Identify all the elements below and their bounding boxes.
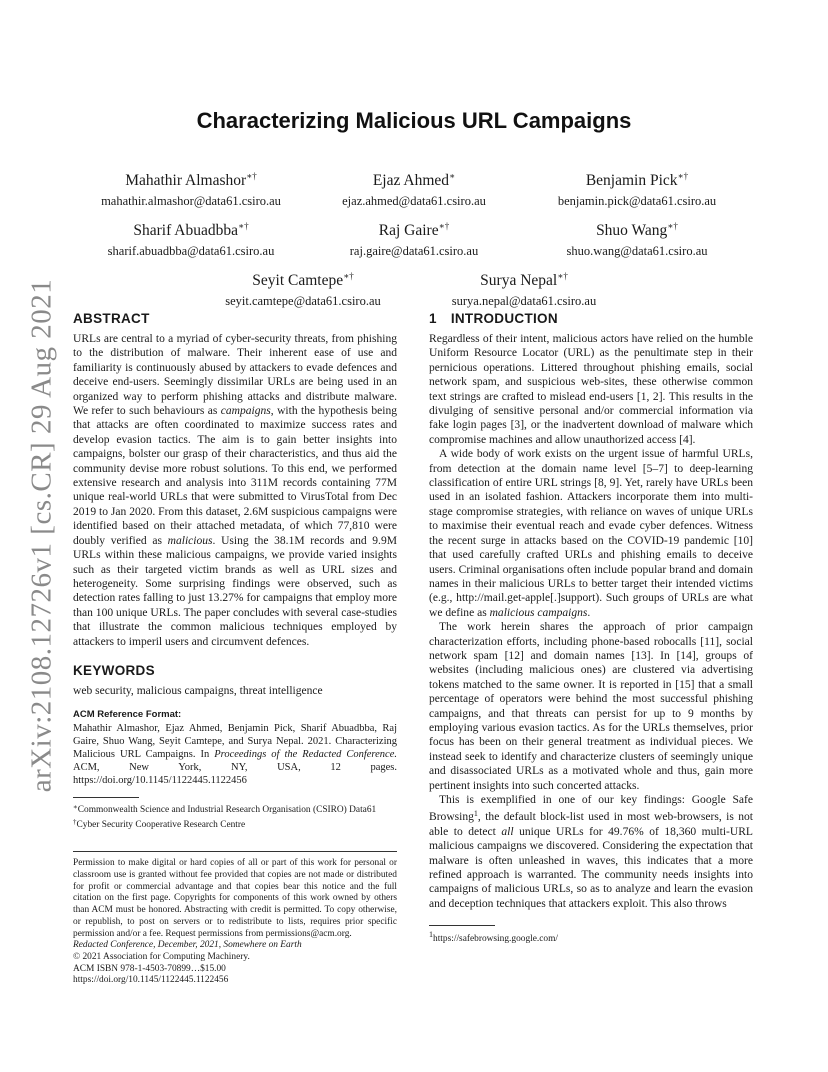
author-email: raj.gaire@data61.csiro.au	[349, 244, 479, 258]
abstract-text: URLs are central to a myriad of cyber-security threats, from phishing to the distribution of malware. Their inherent ease of use and familiarity is continuously abused by attackers to evade defences and deceive end-users. Seemingly dissimilar URLs are being used in an organized way to perform phishing attacks and distribute malware. We refer to such behaviours as campaigns, with the hypothesis being that attacks are often coordinated to maximize success rates and develop evasion tactics. The aim is to gain better insights into campaigns, bolster our grasp of their characteristics, and thus aid the community devise more robust solutions. To this end, we performed extensive research and analysis into 311M records containing 77M unique real-world URLs that were submitted to VirusTotal from Dec 2019 to Jan 2020. From this dataset, 2.6M suspicious campaigns were identified based on their attached metadata, of which 77,810 were doubly verified as malicious. Using the 38.1M records and 9.9M URLs within these malicious campaigns, we provide varied insights such as their targeted victim brands as well as URL sizes and heterogeneity. Some surprising findings were observed, such as detection rates falling to just 13.27% for campaigns that employ more than 100 unique URLs. The paper concludes with several case-studies that illustrate the common malicious techniques employed by attackers to imperil users and circumvent defences.	[73, 333, 397, 648]
footnote-divider	[429, 925, 495, 926]
author-block	[414, 266, 634, 309]
safebrowsing-footnote: $^1$https://safebrowsing.google.com/	[429, 930, 558, 945]
author-block	[81, 166, 301, 209]
author-block	[193, 266, 413, 309]
intro-paragraph: A wide body of work exists on the urgent issue of harmful URLs, from detection at the domain name level [5–7] to deep-learning classification of entire URL strings [8, 9]. Yet, rarely have URLs been used in an isolated fashion. Attackers incorporate them into multi-stage compromise strategies, with reliance on waves of unique URLs to maximise their eventual reach and evade cyber defences. Witness the recent surge in attacks based on the COVID-19 pandemic [10] that used carefully crafted URLs and phishing emails to deceive users. Criminal organisations often include popular brand and domain names in their malicious URLs to better target their intended victims (e.g., http://mail.get-apple[.]support). Such groups of URLs are what we define as malicious campaigns.	[429, 448, 753, 619]
author-block	[527, 216, 747, 259]
doi-line: https://doi.org/10.1145/1122445.1122456	[73, 975, 229, 986]
author-email: ejaz.ahmed@data61.csiro.au	[342, 194, 486, 208]
footnote-divider	[73, 797, 139, 798]
paper-title: Characterizing Malicious URL Campaigns	[196, 108, 632, 133]
author-name: Shuo Wang	[596, 222, 668, 239]
left-column	[73, 311, 397, 987]
author-marks: ∗†	[438, 221, 450, 231]
author-name: Raj Gaire	[378, 222, 439, 239]
author-block	[81, 216, 301, 259]
author-block	[527, 166, 747, 209]
author-marks: ∗	[449, 171, 456, 181]
permission-block	[73, 851, 397, 987]
author-marks: ∗†	[237, 221, 249, 231]
intro-paragraph: Regardless of their intent, malicious actors have relied on the humble Uniform Resource Locator (URL) as the penultimate step in their pernicious operations. Littered throughout phishing emails, social network spam, and suspicious web-sites, these otherwise common text strings are crafted to mislead end-users [1, 2]. This results in the divulging of sensitive personal and/or commercial information via fake login pages [3], or the inadvertent download of malware which compromise machines and allow unauthorized access [4].	[429, 333, 753, 446]
permission-text: Permission to make digital or hard copies of all or part of this work for personal or classroom use is granted without fee provided that copies are not made or distributed for profit or commercial advantage and that copies bear this notice and the full citation on the first page. Copyrights for components of this work owned by others than ACM must be honored. Abstracting with credit is permitted. To copy otherwise, or republish, to post on servers or to redistribute to lists, requires prior specific permission and/or a fee. Request permissions from permissions@acm.org.	[73, 858, 397, 939]
affiliation-footnote: †Cyber Security Cooperative Research Centre	[73, 817, 246, 830]
author-name: Ejaz Ahmed	[372, 172, 450, 189]
arxiv-stamp	[18, 278, 66, 792]
author-name: Sharif Abuadbba	[133, 222, 238, 239]
author-name: Seyit Camtepe	[252, 272, 344, 289]
author-email: mahathir.almashor@data61.csiro.au	[101, 194, 281, 208]
keywords-heading: KEYWORDS	[73, 662, 155, 678]
author-name: Mahathir Almashor	[125, 172, 247, 189]
intro-paragraph: This is exemplified in one of our key findings: Google Safe Browsing$^1$, the default block-list used in most web-browsers, is not able to detect all unique URLs for 49.76% of 18,360 multi-URL malicious campaigns we discovered. Considering the expectation that malware is often unleashed in waves, this indicates that a more refined approach is warranted. The community needs insights into campaigns of malicious URLs, so as to analyze and learn the evasion and deception techniques that attackers exploit. This also throws	[429, 794, 753, 910]
introduction-heading: 1 INTRODUCTION	[429, 311, 558, 326]
author-email: surya.nepal@data61.csiro.au	[451, 294, 597, 308]
author-email: benjamin.pick@data61.csiro.au	[557, 194, 717, 208]
abstract-heading: ABSTRACT	[73, 311, 150, 326]
author-marks: ∗†	[246, 171, 257, 181]
intro-paragraph: The work herein shares the approach of prior campaign characterization efforts, including phone-based robocalls [11], social network spam [12] and domain names [13]. In [14], groups of websites (including malicious ones) are clustered via advertising tokens matched to the same owner. It is reported in [15] that a small percentage of operators were behind the most successful phishing campaigns, and that threats can persist for up to 9 months by employing various evasion tactics. As for the URLs themselves, prior focus has been on their general treatment as individual pieces. We instead seek to identify and characterize clusters of seemingly unique and disassociated URLs as a motivated whole and thus, gain more pertinent insights into such concerted attacks.	[429, 621, 753, 792]
right-column	[429, 311, 753, 946]
acm-reference-text: Mahathir Almashor, Ejaz Ahmed, Benjamin Pick, Sharif Abuadbba, Raj Gaire, Shuo Wang, Seyit Camtepe, and Surya Nepal. 2021. Characterizing Malicious URL Campaigns. In Proceedings of the Redacted Conference. ACM, New York, NY, USA, 12 pages. https://doi.org/10.1145/1122445.1122456	[73, 723, 397, 787]
acm-reference-heading: ACM Reference Format:	[73, 709, 182, 721]
keywords-text: web security, malicious campaigns, threat intelligence	[73, 684, 323, 697]
author-email: seyit.camtepe@data61.csiro.au	[225, 294, 381, 308]
author-email: sharif.abuadbba@data61.csiro.au	[107, 244, 275, 258]
author-block	[304, 216, 524, 259]
arxiv-id: arXiv:2108.12726v1 [cs.CR] 29 Aug 2021	[25, 278, 58, 792]
copyright-line: © 2021 Association for Computing Machinery.	[73, 951, 250, 962]
author-name: Surya Nepal	[480, 272, 558, 289]
conference-line: Redacted Conference, December, 2021, Somewhere on Earth	[73, 940, 302, 951]
author-marks: ∗†	[557, 271, 568, 281]
isbn-line: ACM ISBN 978-1-4503-70899…$15.00	[73, 963, 226, 974]
affiliation-footnote: ∗Commonwealth Science and Industrial Research Organisation (CSIRO) Data61	[73, 803, 377, 816]
author-marks: ∗†	[677, 171, 689, 181]
author-name: Benjamin Pick	[585, 172, 678, 189]
author-email: shuo.wang@data61.csiro.au	[566, 244, 708, 258]
author-marks: ∗†	[667, 221, 678, 231]
author-marks: ∗†	[343, 271, 354, 281]
author-block	[304, 166, 524, 209]
